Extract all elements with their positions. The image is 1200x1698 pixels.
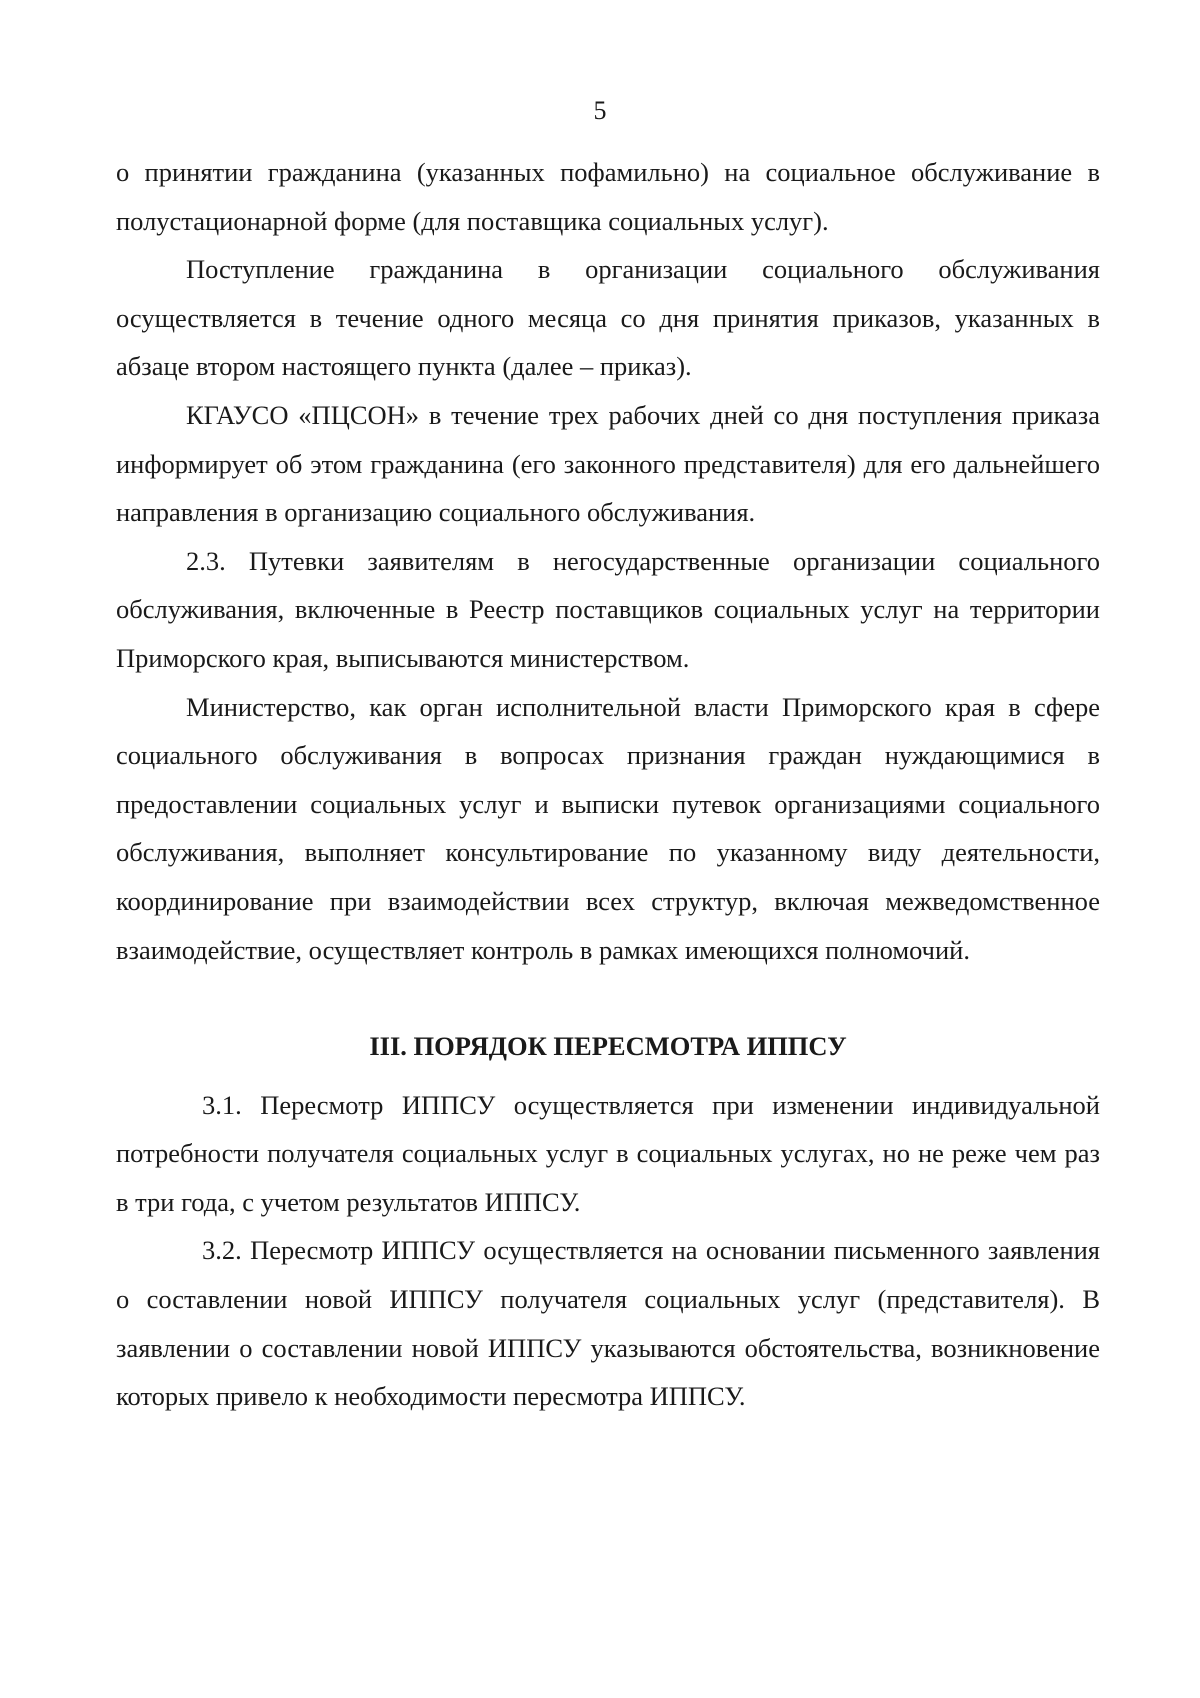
paragraph-ministry-role: Министерство, как орган исполнительной власти Приморского края в сфере социального обслуживания в вопросах признания граждан нуждающимися в предоставлении социальных услуг и выписки путевок организациями социального обслуживания, выполняет консультирование по указанному виду деятельности, координирование при взаимодействии всех структур, включая межведомственное взаимодействие, осуществляет контроль в рамках имеющихся полномочий. [116, 691, 1100, 965]
paragraph-continuation: о принятии гражданина (указанных пофамильно) на социальное обслуживание в полустационарной форме (для поставщика социальных услуг). [116, 157, 1100, 236]
paragraph-3-2: 3.2. Пересмотр ИППСУ осуществляется на основании письменного заявления о составлении новой ИППСУ получателя социальных услуг (представителя). В заявлении о составлении новой ИППСУ указываются обстоятельства, возникновение которых привело к необходимости пересмотра ИППСУ. [116, 1235, 1100, 1412]
paragraph-notification: КГАУСО «ПЦСОН» в течение трех рабочих дней со дня поступления приказа информирует об этом гражданина (его законного представителя) для его дальнейшего направления в организацию социального обслуживания. [116, 399, 1100, 528]
page-number: 5 [593, 96, 607, 125]
document-body [116, 148, 1100, 1421]
paragraph-3-1: 3.1. Пересмотр ИППСУ осуществляется при изменении индивидуальной потребности получателя социальных услуг в социальных услугах, но не реже чем раз в три года, с учетом результатов ИППСУ. [116, 1089, 1100, 1217]
paragraph-admission-timing: Поступление гражданина в организации социального обслуживания осуществляется в течение одного месяца со дня принятия приказов, указанных в абзаце втором настоящего пункта (далее – приказ). [116, 254, 1100, 382]
section-heading-3: III. ПОРЯДОК ПЕРЕСМОТРА ИППСУ [369, 1031, 847, 1062]
paragraph-2-3-vouchers: 2.3. Путевки заявителям в негосударственные организации социального обслуживания, включенные в Реестр поставщиков социальных услуг на территории Приморского края, выписываются министерством. [116, 545, 1100, 673]
